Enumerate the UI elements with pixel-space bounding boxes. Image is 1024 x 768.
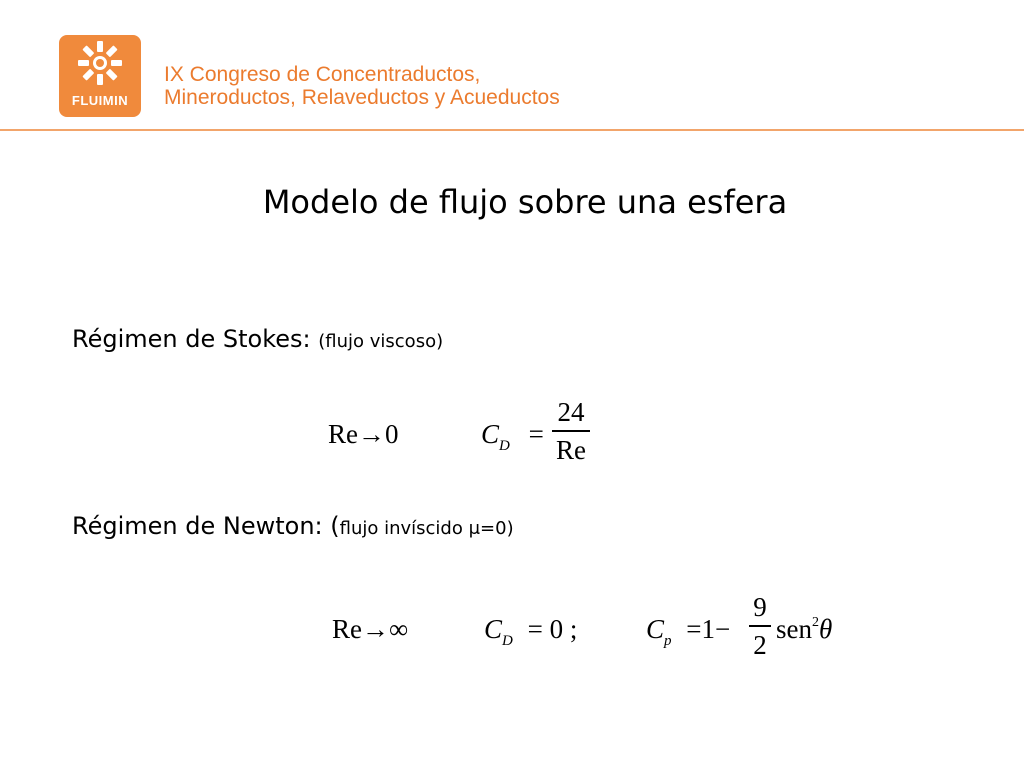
newton-cp-lhs <box>646 614 730 650</box>
stokes-cd-symbol: C <box>481 419 500 449</box>
stokes-limit: Re→0 <box>328 419 399 449</box>
header-divider <box>0 129 1024 131</box>
newton-cp-sub: p <box>664 633 672 649</box>
stokes-regime-heading <box>72 325 443 353</box>
newton-cd-sub: D <box>502 633 513 649</box>
stokes-fraction-denominator: Re <box>556 434 586 465</box>
newton-sen: sen <box>776 614 812 644</box>
newton-cp-symbol: C <box>646 614 665 644</box>
newton-cd-value: = 0 ; <box>527 614 578 644</box>
conference-title-line1: IX Congreso de Concentraductos, <box>164 63 481 86</box>
stokes-equals: = <box>528 419 544 449</box>
newton-sen-power: 2 <box>812 615 819 630</box>
conference-title-line2: Mineroductos, Relaveductos y Acueductos <box>164 86 560 109</box>
stokes-cd-sub: D <box>499 438 510 454</box>
newton-regime-heading <box>72 512 514 540</box>
newton-label: Régimen de Newton: ( <box>72 512 340 540</box>
newton-sen-term <box>776 614 832 645</box>
stokes-label: Régimen de Stokes: <box>72 325 311 353</box>
newton-theta: θ <box>819 614 833 644</box>
newton-fraction-denominator: 2 <box>753 629 767 660</box>
stokes-fraction-numerator: 24 <box>557 397 585 427</box>
slide-title: Modelo de flujo sobre una esfera <box>262 183 788 221</box>
stokes-fraction <box>552 397 590 465</box>
newton-fraction-bar <box>749 625 771 627</box>
stokes-note: (flujo viscoso) <box>318 331 444 352</box>
newton-fraction <box>749 592 771 660</box>
newton-fraction-numerator: 9 <box>753 592 767 622</box>
fluimin-logo <box>59 35 141 117</box>
newton-cd-symbol: C <box>484 614 503 644</box>
newton-cd-equation <box>484 614 577 650</box>
conference-title <box>164 63 560 109</box>
newton-limit: Re→∞ <box>332 614 409 644</box>
stokes-fraction-bar <box>552 430 590 432</box>
newton-note: flujo invíscido μ=0) <box>339 518 514 539</box>
stokes-cd-lhs <box>481 419 544 455</box>
logo-text: FLUIMIN <box>71 93 129 108</box>
newton-cp-rhs-start: =1− <box>686 614 731 644</box>
